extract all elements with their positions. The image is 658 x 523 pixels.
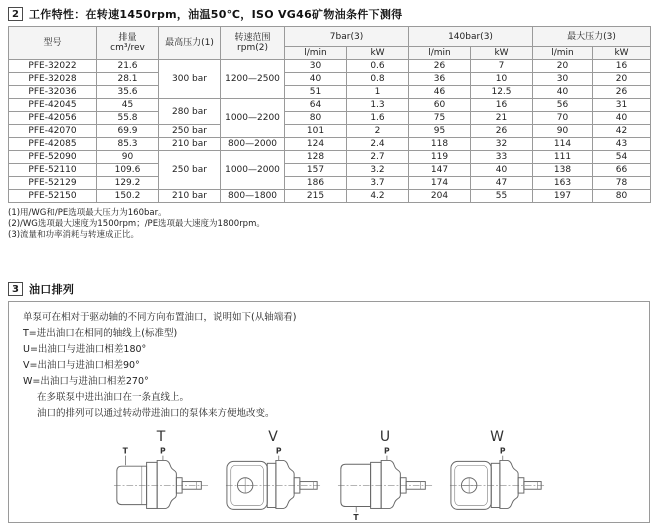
port-text-line: V=出油口与进油口相差90° [23,360,140,371]
displacement-cell: 85.3 [97,138,159,151]
spec-row [9,86,651,99]
speed-range-cell: 800—1800 [221,190,285,203]
pump-letter-W: W [490,429,504,445]
displacement-unit: cm³/rev [110,43,145,53]
spec-cell: 43 [593,138,651,151]
subheader-7bar-lmin: l/min [285,47,347,60]
max-pressure-cell: 250 bar [159,151,221,190]
displacement-cell: 45 [97,99,159,112]
spec-cell: 101 [285,125,347,138]
pump-letter-U: U [379,429,391,445]
spec-cell: 26 [593,86,651,99]
col-header-speed-range [221,27,285,60]
port-label-T: T [353,512,359,521]
displacement-cell: 90 [97,151,159,164]
spec-row [9,112,651,125]
pump-diagram-W [449,430,545,521]
spec-cell: 3.7 [347,177,409,190]
spec-cell: 51 [285,86,347,99]
pump-drawing-T-side-view [113,445,209,521]
spec-cell: 1 [347,86,409,99]
pump-drawing-U-side-view [337,445,433,521]
pump-diagram-U [337,430,433,521]
spec-cell: 90 [533,125,593,138]
col-header-displacement [97,27,159,60]
speed-range-unit: rpm(2) [237,43,268,53]
displacement-cell: 28.1 [97,73,159,86]
spec-row [9,60,651,73]
spec-row [9,151,651,164]
model-cell: PFE-42045 [9,99,97,112]
spec-row [9,73,651,86]
max-pressure-cell: 250 bar [159,125,221,138]
table-footnotes [8,208,650,241]
model-cell: PFE-42085 [9,138,97,151]
spec-cell: 174 [409,177,471,190]
spec-cell: 47 [471,177,533,190]
spec-cell: 40 [593,112,651,125]
speed-range-cell: 1200—2500 [221,60,285,99]
group-header-7bar: 7bar(3) [285,27,409,47]
port-text-line: 在多联泵中进出油口在一条直线上。 [37,392,190,403]
spec-cell: 197 [533,190,593,203]
model-cell: PFE-32028 [9,73,97,86]
pump-drawing-V-face-port [225,445,321,521]
spec-cell: 0.6 [347,60,409,73]
spec-cell: 4.2 [347,190,409,203]
pump-letter-T: T [156,429,166,445]
spec-cell: 215 [285,190,347,203]
displacement-label: 排量 [118,33,137,43]
col-header-model: 型号 [9,27,97,60]
footnote-3: (3)流量和功率消耗与转速成正比。 [8,230,140,240]
spec-cell: 118 [409,138,471,151]
subheader-max-lmin: l/min [533,47,593,60]
speed-range-cell: 1000—2000 [221,151,285,190]
spec-cell: 128 [285,151,347,164]
spec-cell: 20 [593,73,651,86]
port-label-P: P [499,446,506,456]
spec-cell: 80 [593,190,651,203]
spec-row [9,177,651,190]
port-arrangement-text [23,310,635,422]
displacement-cell: 21.6 [97,60,159,73]
speed-range-cell: 1000—2200 [221,99,285,138]
section3-title: 油口排列 [29,283,75,296]
spec-cell: 26 [471,125,533,138]
spec-cell: 16 [593,60,651,73]
displacement-cell: 150.2 [97,190,159,203]
port-text-line: 单泵可在相对于驱动轴的不同方向布置油口，说明如下(从轴端看) [23,312,297,323]
spec-cell: 20 [533,60,593,73]
spec-cell: 30 [285,60,347,73]
spec-cell: 10 [471,73,533,86]
port-arrangement-box [8,301,650,523]
spec-cell: 33 [471,151,533,164]
port-text-line: 油口的排列可以通过转动带进油口的泵体来方便地改变。 [37,408,275,419]
model-cell: PFE-52129 [9,177,97,190]
pump-diagram-T [113,430,209,521]
section2-number-box: 2 [8,7,23,21]
spec-cell: 124 [285,138,347,151]
footnote-2: (2)/WG选项最大速度为1500rpm；/PE选项最大速度为1800rpm。 [8,219,265,229]
spec-row [9,138,651,151]
spec-row [9,164,651,177]
speed-range-cell: 800—2000 [221,138,285,151]
model-cell: PFE-52090 [9,151,97,164]
spec-cell: 60 [409,99,471,112]
displacement-cell: 129.2 [97,177,159,190]
spec-cell: 157 [285,164,347,177]
pump-diagram-V [225,430,321,521]
pump-letter-V: V [268,429,278,445]
spec-cell: 12.5 [471,86,533,99]
port-text-line: T=进出油口在相同的轴线上(标准型) [23,328,178,339]
model-cell: PFE-42056 [9,112,97,125]
spec-cell: 32 [471,138,533,151]
group-header-140bar: 140bar(3) [409,27,533,47]
spec-cell: 70 [533,112,593,125]
spec-cell: 95 [409,125,471,138]
pump-drawing-W-face-port [449,445,545,521]
port-label-P: P [275,446,282,456]
subheader-7bar-kw: kW [347,47,409,60]
spec-row [9,190,651,203]
spec-cell: 64 [285,99,347,112]
spec-cell: 0.8 [347,73,409,86]
spec-cell: 26 [409,60,471,73]
spec-cell: 204 [409,190,471,203]
spec-cell: 75 [409,112,471,125]
section2-header [8,6,650,22]
spec-cell: 40 [533,86,593,99]
spec-cell: 163 [533,177,593,190]
table-header-row-groups [9,27,651,47]
port-text-line: W=出油口与进油口相差270° [23,376,149,387]
spec-cell: 119 [409,151,471,164]
spec-cell: 2.4 [347,138,409,151]
spec-cell: 30 [533,73,593,86]
port-label-T: T [122,446,128,456]
spec-cell: 186 [285,177,347,190]
spec-cell: 111 [533,151,593,164]
performance-table [8,26,651,203]
port-text-line: U=出油口与进油口相差180° [23,344,147,355]
section2-title: 工作特性：在转速1450rpm，油温50℃，ISO VG46矿物油条件下测得 [29,8,403,21]
spec-cell: 80 [285,112,347,125]
spec-cell: 42 [593,125,651,138]
spec-cell: 147 [409,164,471,177]
displacement-cell: 109.6 [97,164,159,177]
spec-row [9,125,651,138]
spec-cell: 40 [471,164,533,177]
spec-cell: 56 [533,99,593,112]
spec-cell: 46 [409,86,471,99]
spec-cell: 1.6 [347,112,409,125]
port-label-P: P [160,446,166,456]
spec-cell: 2.7 [347,151,409,164]
spec-cell: 16 [471,99,533,112]
spec-cell: 36 [409,73,471,86]
model-cell: PFE-32036 [9,86,97,99]
spec-cell: 66 [593,164,651,177]
model-cell: PFE-52110 [9,164,97,177]
col-header-max-pressure: 最高压力(1) [159,27,221,60]
spec-cell: 54 [593,151,651,164]
subheader-max-kw: kW [593,47,651,60]
spec-cell: 2 [347,125,409,138]
max-pressure-cell: 280 bar [159,99,221,125]
speed-range-label: 转速范围 [234,33,271,43]
model-cell: PFE-42070 [9,125,97,138]
spec-cell: 138 [533,164,593,177]
spec-cell: 114 [533,138,593,151]
spec-cell: 55 [471,190,533,203]
displacement-cell: 69.9 [97,125,159,138]
spec-cell: 7 [471,60,533,73]
spec-cell: 78 [593,177,651,190]
section3-number-box: 3 [8,282,23,296]
max-pressure-cell: 300 bar [159,60,221,99]
displacement-cell: 55.8 [97,112,159,125]
max-pressure-cell: 210 bar [159,138,221,151]
model-cell: PFE-32022 [9,60,97,73]
footnote-1: (1)用/WG和/PE选项最大压力为160bar。 [8,208,167,218]
pump-diagram-row [23,430,635,521]
displacement-cell: 35.6 [97,86,159,99]
spec-cell: 21 [471,112,533,125]
section3-header [8,281,650,297]
spec-cell: 40 [285,73,347,86]
subheader-140bar-kw: kW [471,47,533,60]
spec-row [9,99,651,112]
spec-cell: 3.2 [347,164,409,177]
model-cell: PFE-52150 [9,190,97,203]
port-label-P: P [384,446,390,456]
group-header-max-pressure: 最大压力(3) [533,27,651,47]
spec-cell: 1.3 [347,99,409,112]
max-pressure-cell: 210 bar [159,190,221,203]
subheader-140bar-lmin: l/min [409,47,471,60]
spec-cell: 31 [593,99,651,112]
